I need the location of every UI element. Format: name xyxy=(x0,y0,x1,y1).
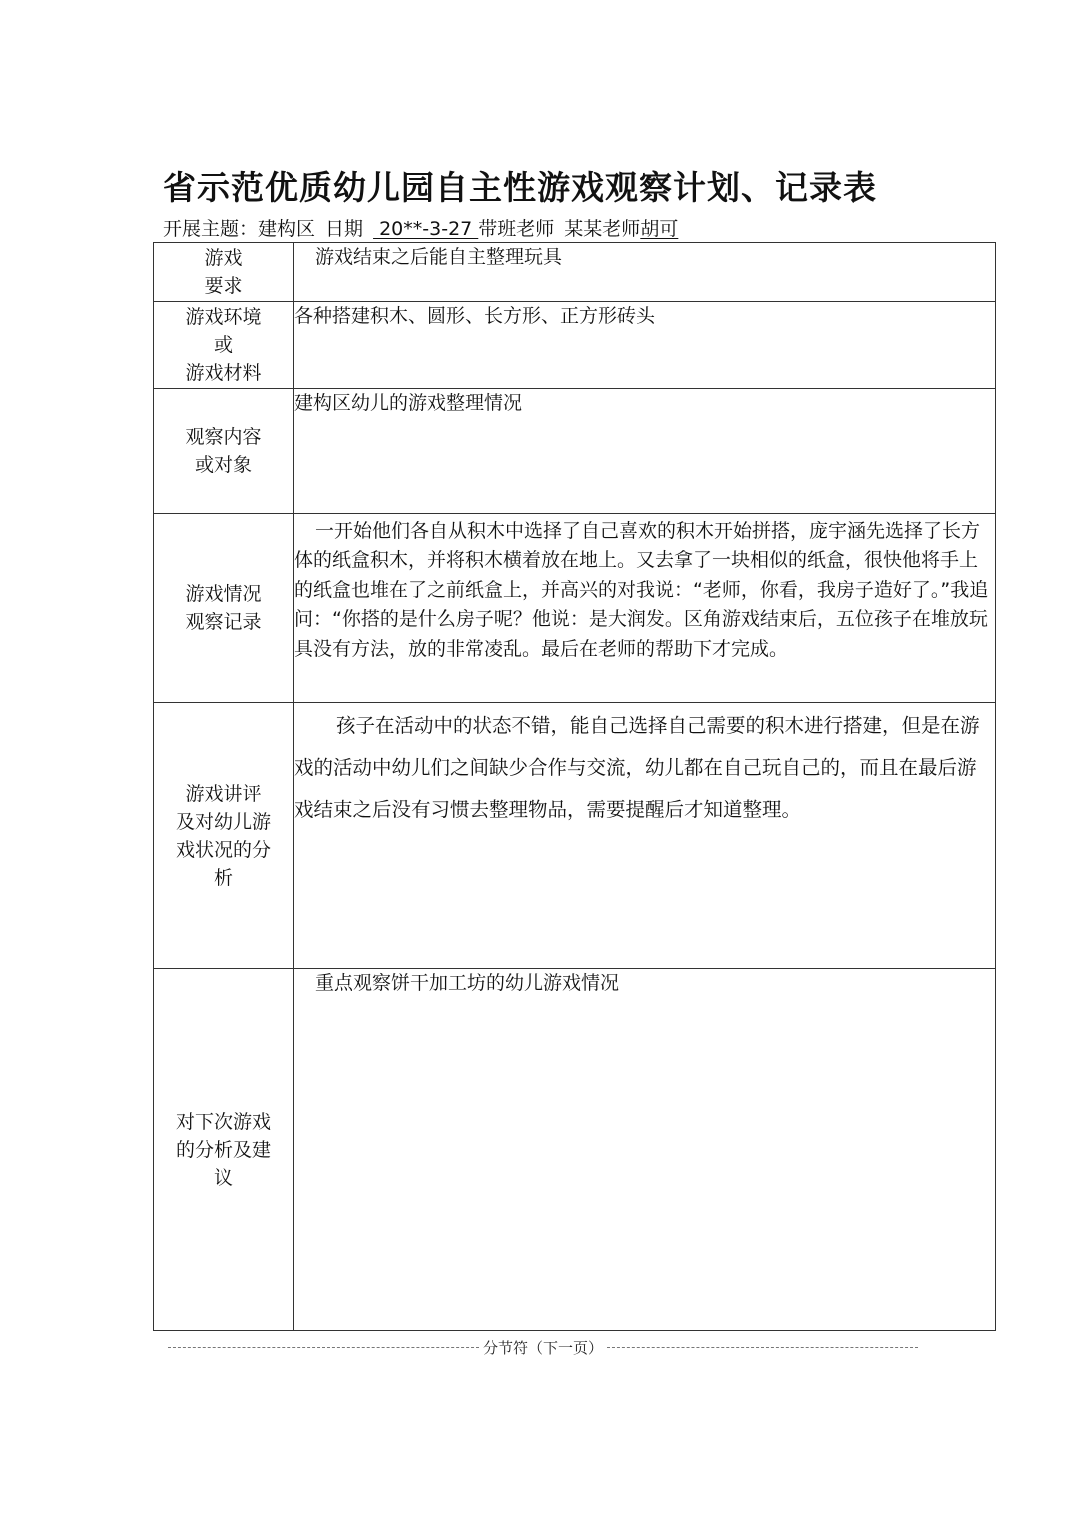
row-label-observation-record xyxy=(154,514,294,703)
row-content-observation-target xyxy=(294,389,996,514)
content-text: 游戏结束之后能自主整理玩具 xyxy=(315,246,563,268)
label-line: 游戏材料 xyxy=(185,362,262,384)
label-line: 要求 xyxy=(204,275,243,297)
row-content-materials xyxy=(294,302,996,389)
teacher-label: 带班老师 xyxy=(478,218,555,240)
label-line: 游戏情况 xyxy=(185,583,262,605)
row-content-requirements xyxy=(294,243,996,302)
theme-value: 建构区 xyxy=(258,218,316,240)
label-line: 或对象 xyxy=(194,454,252,476)
table-row xyxy=(154,302,996,389)
meta-line xyxy=(163,215,678,243)
label-line: 的分析及建 xyxy=(175,1138,271,1161)
row-label-materials xyxy=(154,302,294,389)
content-text: 重点观察饼干加工坊的幼儿游戏情况 xyxy=(315,972,620,994)
teacher-name: 胡可 xyxy=(640,218,679,240)
content-text: 一开始他们各自从积木中选择了自己喜欢的积木开始拼搭，庞宇涵先选择了长方体的纸盒积木，并将积木横着放在地上。又去拿了一块相似的纸盒，很快他将手上的纸盒也堆在了之前纸盒上，并高兴的对我说：“老师，你看，我房子造好了。”我追问：“你搭的是什么房子呢？他说：是大润发。区角游戏结束后，五位孩子在堆放玩具没有方法，放的非常凌乱。最后在老师的帮助下才完成。 xyxy=(294,520,989,660)
table-row xyxy=(154,389,996,514)
document-title: 省示范优质幼儿园自主性游戏观察计划、记录表 xyxy=(163,168,877,207)
content-text: 各种搭建积木、圆形、长方形、正方形砖头 xyxy=(294,305,656,327)
row-content-observation-record xyxy=(294,514,996,703)
section-break-label: 分节符（下一页） xyxy=(483,1338,604,1357)
date-value: 20**-3-27 xyxy=(373,218,479,240)
table-row xyxy=(154,703,996,969)
label-line: 游戏讲评 xyxy=(185,782,262,805)
label-line: 观察记录 xyxy=(185,611,262,633)
row-content-next-suggestions xyxy=(294,969,996,1331)
teacher-value: 某某老师 xyxy=(564,218,641,240)
table-row xyxy=(154,969,996,1331)
content-text: 建构区幼儿的游戏整理情况 xyxy=(294,392,523,414)
table-row xyxy=(154,243,996,302)
row-content-analysis xyxy=(294,703,996,969)
label-line: 对下次游戏 xyxy=(175,1110,271,1133)
row-label-next-suggestions xyxy=(154,969,294,1331)
label-line: 观察内容 xyxy=(185,426,262,448)
observation-table xyxy=(153,242,996,1331)
label-line: 及对幼儿游 xyxy=(175,810,271,833)
theme-label: 开展主题： xyxy=(163,218,259,240)
label-line: 议 xyxy=(213,1166,233,1189)
row-label-requirements xyxy=(154,243,294,302)
content-text: 孩子在活动中的状态不错，能自己选择自己需要的积木进行搭建，但是在游戏的活动中幼儿们之间缺少合作与交流，幼儿都在自己玩自己的，而且在最后游戏结束之后没有习惯去整理物品，需要提醒后才知道整理。 xyxy=(294,714,980,821)
section-break-dash xyxy=(168,1347,479,1348)
section-break xyxy=(168,1336,918,1358)
label-line: 或 xyxy=(213,334,233,356)
label-line: 游戏 xyxy=(204,247,243,269)
section-break-dash xyxy=(607,1347,918,1348)
label-line: 戏状况的分 xyxy=(175,838,271,861)
row-label-observation-target xyxy=(154,389,294,514)
row-label-analysis xyxy=(154,703,294,969)
date-label: 日期 xyxy=(325,218,364,240)
label-line: 析 xyxy=(213,866,233,889)
label-line: 游戏环境 xyxy=(185,306,262,328)
table-row xyxy=(154,514,996,703)
